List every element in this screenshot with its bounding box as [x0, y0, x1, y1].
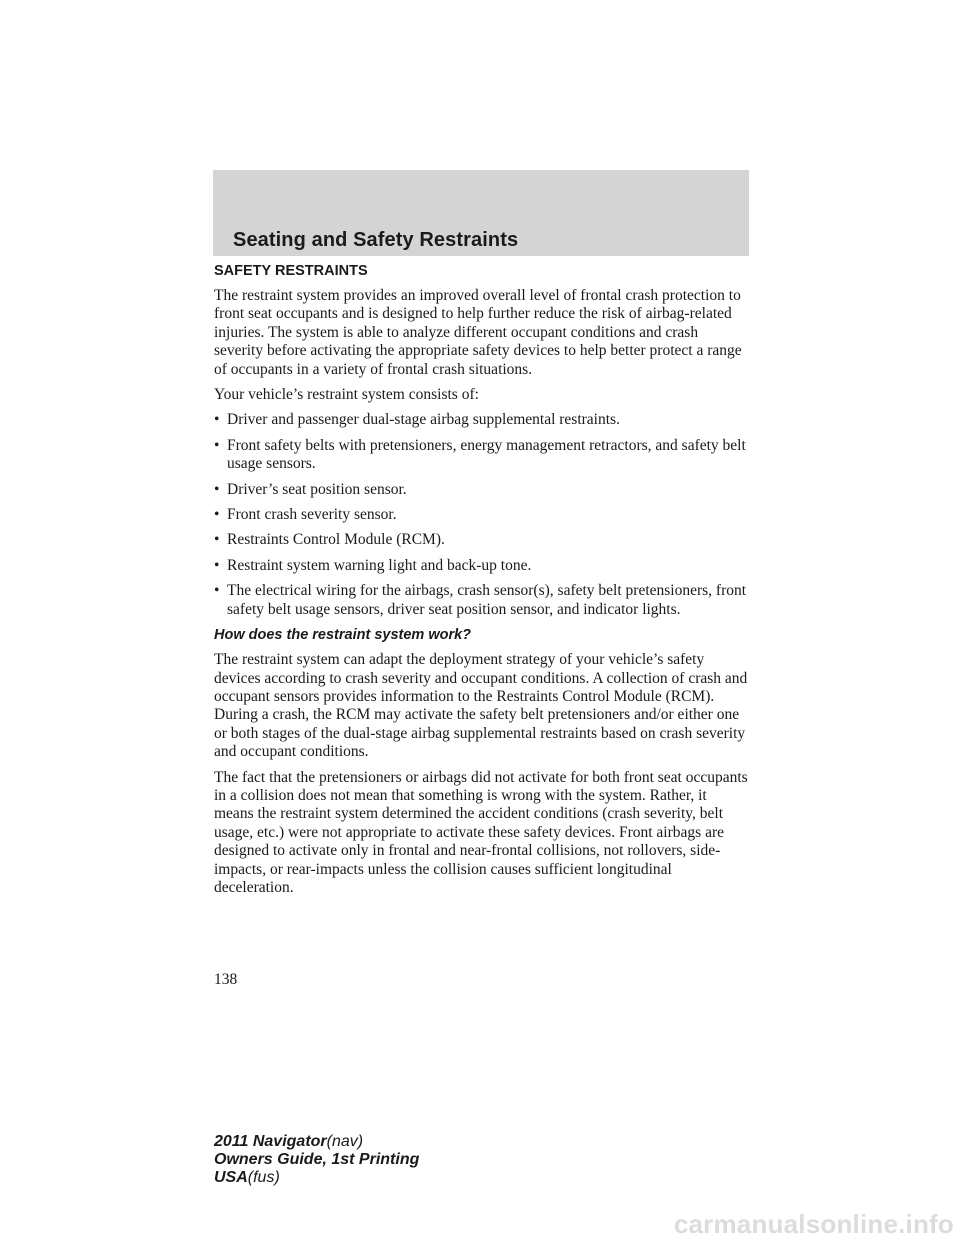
sub-heading: How does the restraint system work?: [214, 627, 472, 644]
list-item-text: Driver’s seat position sensor.: [227, 480, 407, 498]
list-item: [214, 506, 750, 524]
body-paragraph: The fact that the pretensioners or airbags did not activate for both front seat occupants in a collision does not mean that something is wrong with the system. Rather, it means the restraint system determined the accident conditions (crash severity, belt usage, etc.) were not appropriate to activate these safety devices. Front airbags are designed to activate only in frontal and near-frontal collisions, not rollovers, side-impacts, or rear-impacts unless the collision causes sufficient longitudinal deceleration.: [214, 768, 748, 896]
bullet-marker: •: [214, 411, 220, 429]
list-item-text: Front safety belts with pretensioners, energy management retractors, and safety belt usage sensors.: [227, 436, 746, 473]
restraint-components-list: [214, 411, 750, 619]
list-item: [214, 557, 750, 575]
bullet-marker: •: [214, 506, 220, 524]
footer-line-market: [214, 1169, 419, 1187]
list-item: [214, 411, 750, 429]
list-item: [214, 582, 750, 619]
footer-model-code: (nav): [326, 1133, 364, 1150]
bullet-marker: •: [214, 531, 220, 549]
footer-market: USA: [214, 1169, 248, 1186]
list-item-text: Front crash severity sensor.: [227, 506, 397, 524]
bullet-marker: •: [214, 556, 220, 574]
page-number: 138: [214, 971, 238, 988]
site-watermark: carmanualsonline.info: [673, 1209, 954, 1239]
list-item: [214, 437, 750, 474]
list-item-text: Driver and passenger dual-stage airbag supplemental restraints.: [227, 411, 620, 429]
section-heading: SAFETY RESTRAINTS: [214, 263, 368, 279]
list-intro: Your vehicle’s restraint system consists of:: [214, 386, 479, 404]
section-title: Seating and Safety Restraints: [233, 229, 519, 251]
footer-printing: Owners Guide, 1st Printing: [214, 1151, 420, 1168]
bullet-marker: •: [214, 436, 220, 454]
intro-paragraph: The restraint system provides an improved overall level of frontal crash protection to front seat occupants and is designed to help further reduce the risk of airbag-related injuries. The system is able to analyze different occupant conditions and crash severity before activating the appropriate safety devices to help better protect a range of occupants in a variety of frontal crash situations.: [214, 287, 742, 378]
list-item-text: Restraints Control Module (RCM).: [227, 531, 445, 549]
bullet-marker: •: [214, 480, 220, 498]
list-item-text: The electrical wiring for the airbags, crash sensor(s), safety belt pretensioners, front safety belt usage sensors, driver seat position sensor, and indicator lights.: [227, 582, 747, 618]
body-paragraph: The restraint system can adapt the deployment strategy of your vehicle’s safety devices according to crash severity and occupant conditions. A collection of crash and occupant sensors provides information to the Restraints Control Module (RCM). During a crash, the RCM may activate the safety belt pretensioners and/or either one or both stages of the dual-stage airbag supplemental restraints based on crash severity and occupant conditions.: [214, 651, 748, 761]
footer-line-printing: [214, 1151, 419, 1169]
print-footer: [214, 1133, 419, 1187]
list-item: [214, 481, 750, 499]
page-content: [214, 262, 750, 904]
section-header-band: [213, 170, 749, 256]
footer-model: 2011 Navigator: [214, 1133, 327, 1150]
footer-line-model: [214, 1133, 419, 1151]
list-item: [214, 531, 750, 549]
list-item-text: Restraint system warning light and back-up tone.: [227, 556, 532, 574]
footer-market-code: (fus): [247, 1169, 280, 1186]
bullet-marker: •: [214, 582, 220, 600]
